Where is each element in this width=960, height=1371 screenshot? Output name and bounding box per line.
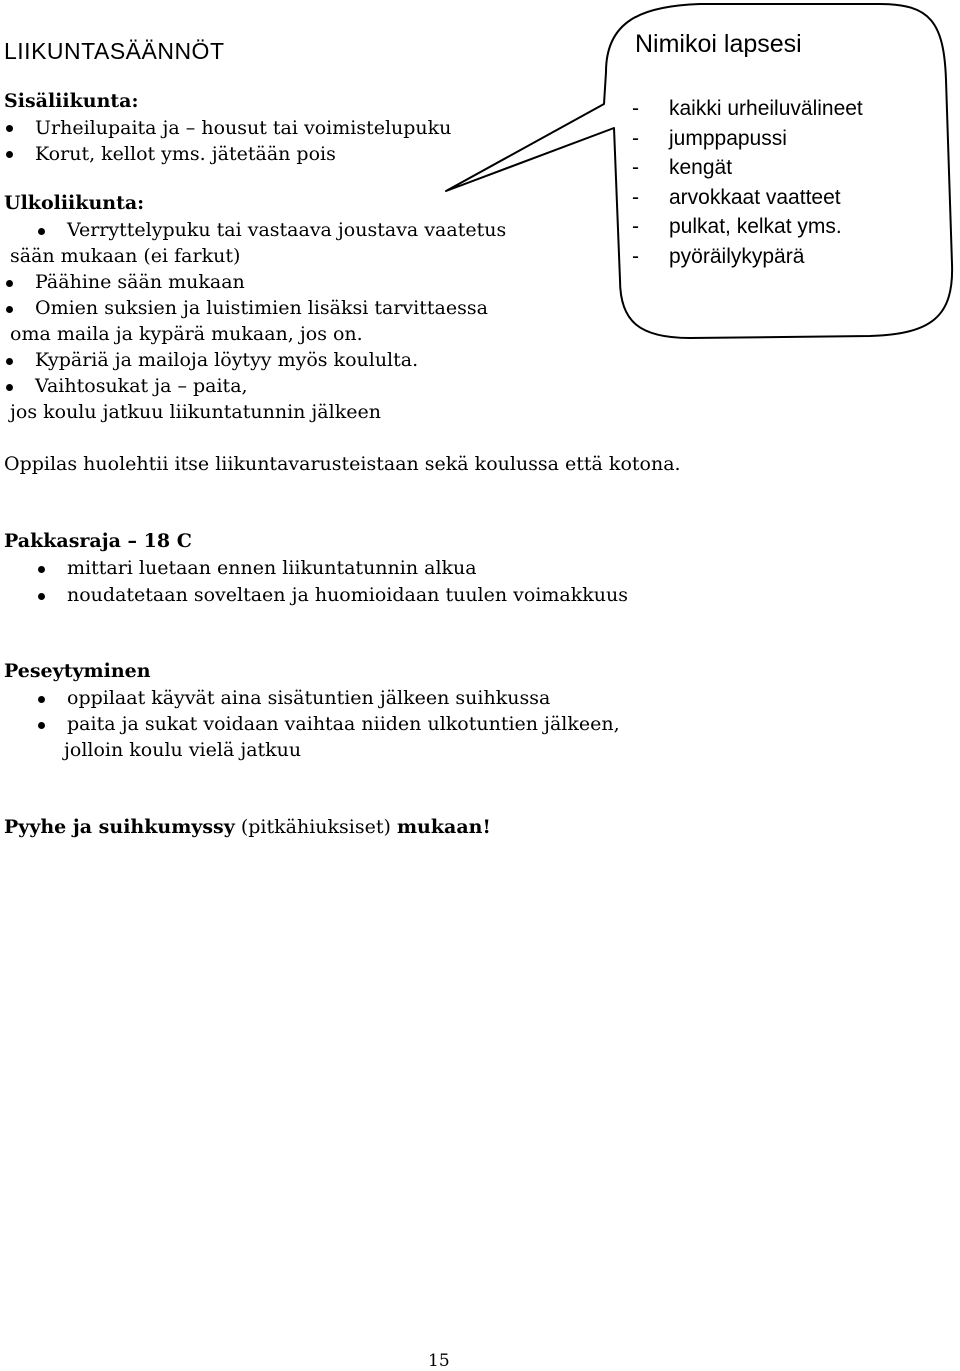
outdoor-item-3-line-2: oma maila ja kypärä mukaan, jos on. (10, 323, 363, 345)
callout-title: Nimikoi lapsesi (635, 30, 802, 58)
callout-list (632, 94, 863, 272)
towel-reminder-end: mukaan! (396, 816, 491, 838)
list-item-text: jumppapussi (669, 126, 787, 150)
list-item (632, 94, 863, 124)
towel-reminder-paren: (pitkähiuksiset) (234, 816, 397, 838)
page-title: LIIKUNTASÄÄNNÖT (4, 38, 225, 64)
list-item-text: kengät (669, 156, 733, 180)
outdoor-item-1-line-1: Verryttelypuku tai vastaava joustava vaatetus (67, 219, 507, 241)
equipment-note: Oppilas huolehtii itse liikuntavarusteistaan sekä koulussa että kotona. (4, 453, 681, 475)
outdoor-item-3-line-1: Omien suksien ja luistimien lisäksi tarvittaessa (35, 297, 488, 319)
washing-item-2-line-2: jolloin koulu vielä jatkuu (64, 739, 302, 761)
bullet-icon (6, 384, 13, 391)
washing-item-2-line-1: paita ja sukat voidaan vaihtaa niiden ulkotuntien jälkeen, (67, 713, 620, 735)
list-item (632, 183, 863, 213)
frost-item-1: mittari luetaan ennen liikuntatunnin alkua (67, 557, 477, 579)
dash-marker: - (632, 215, 639, 239)
outdoor-item-1-line-2: sään mukaan (ei farkut) (10, 245, 241, 267)
bullet-icon (38, 566, 45, 573)
towel-reminder-bold: Pyyhe ja suihkumyssy (4, 816, 235, 838)
outdoor-item-2: Päähine sään mukaan (35, 271, 245, 293)
dash-marker: - (632, 156, 639, 180)
list-item (632, 124, 863, 154)
towel-reminder (4, 816, 491, 838)
dash-marker: - (632, 97, 639, 120)
list-item-text: pulkat, kelkat yms. (669, 215, 842, 239)
list-item-text: Urheilupaita ja – housut tai voimistelupuku (35, 117, 452, 139)
bullet-icon (6, 358, 13, 365)
washing-heading: Peseytyminen (4, 660, 151, 682)
outdoor-item-4: Kypäriä ja mailoja löytyy myös koululta. (35, 349, 419, 371)
list-item (632, 242, 863, 272)
list-item-text: pyöräilykypärä (669, 244, 805, 268)
dash-marker: - (632, 244, 639, 268)
list-item (632, 153, 863, 183)
dash-marker: - (632, 185, 639, 209)
frost-item-2: noudatetaan soveltaen ja huomioidaan tuulen voimakkuus (67, 584, 629, 606)
outdoor-heading: Ulkoliikunta: (4, 192, 145, 214)
list-item-text: Korut, kellot yms. jätetään pois (35, 143, 336, 165)
page-number: 15 (428, 1351, 450, 1371)
bullet-icon (38, 593, 45, 600)
list-item (632, 212, 863, 242)
bullet-icon (38, 722, 45, 729)
bullet-icon (38, 696, 45, 703)
frost-heading: Pakkasraja – 18 C (4, 530, 192, 552)
list-item-text: kaikki urheiluvälineet (669, 97, 863, 120)
washing-item-1: oppilaat käyvät aina sisätuntien jälkeen suihkussa (67, 687, 551, 709)
outdoor-item-5-line-2: jos koulu jatkuu liikuntatunnin jälkeen (10, 401, 381, 423)
dash-marker: - (632, 126, 639, 150)
list-item-text: arvokkaat vaatteet (669, 185, 841, 209)
outdoor-item-5-line-1: Vaihtosukat ja – paita, (35, 375, 248, 397)
indoor-heading: Sisäliikunta: (4, 90, 139, 112)
